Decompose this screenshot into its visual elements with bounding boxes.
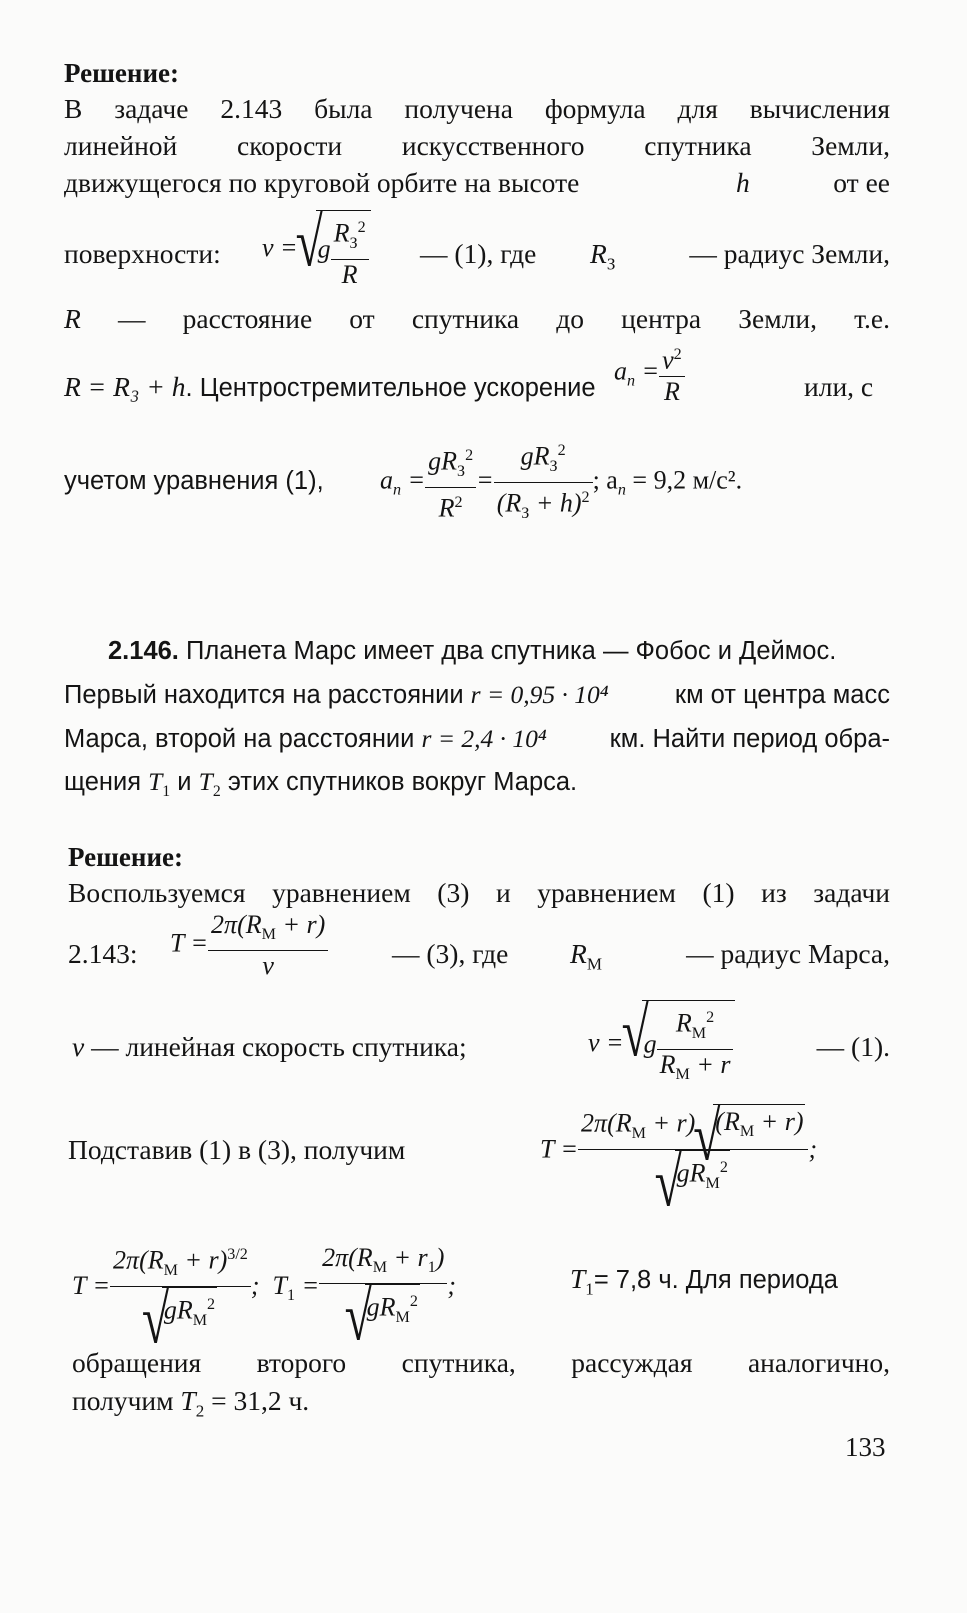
text-fragment: Планета Марс имеет два спутника — Фобос и Деймос. [186, 637, 837, 665]
variable-T1: $Т_1$ [570, 1263, 594, 1299]
text-fragment: или, с [804, 371, 874, 402]
formula-velocity-mars: v =√ g $\frac{R_M^2}{R_M + r}$ [588, 1000, 735, 1090]
text-fragment: получим [72, 1385, 174, 1416]
variable-T1: $T_1$ [148, 767, 171, 801]
text-line [64, 166, 890, 200]
formula-r2: r = 2,4 · 10⁴ [421, 724, 547, 753]
formula-RM: $R_M$ [570, 938, 602, 974]
text-line [72, 1030, 890, 1064]
text-fragment: ; a [592, 465, 618, 495]
formula-period-def: T = $\frac{2\pi(R_M + r)}{v}$ [170, 910, 328, 981]
variable-R: R [64, 303, 81, 334]
formula-period-final: T = $2\pi(R_M + r)^{3/2}$ √ $gR_M^2$ ; $T_1$ = $2\pi(R_M + r_1)$ √ $gR_M^2$ ; [72, 1240, 456, 1336]
symbol: Т [570, 1263, 586, 1294]
text-fragment: от ее [833, 167, 890, 198]
variable-T2: $T_2$ [180, 1385, 205, 1421]
text-fragment: км. Найти период обра- [609, 725, 890, 753]
result-T2: = 31,2 ч. [204, 1385, 310, 1416]
problem-line [64, 722, 890, 756]
text-fragment: и [177, 768, 192, 796]
formula-period-sub: T = $2\pi(R_M + r)√$ $(R_M + r)$ √ $gR_M^2$ ; [540, 1104, 817, 1199]
solution-heading-2: Решение: [68, 842, 183, 872]
formula-R-sum: R = R₃ + h [64, 371, 186, 402]
text-fragment: движущегося по круговой орбите на высоте [64, 167, 580, 198]
page-number: 133 [845, 1432, 886, 1462]
result-T1: = 7,8 ч. Для периода [593, 1266, 838, 1294]
solution-heading-1: Решение: [64, 58, 179, 88]
formula-R3: $R_З$ [590, 238, 616, 274]
text-line [64, 370, 890, 405]
text-fragment: — (1), где [420, 238, 537, 269]
text-fragment: — (3), где [392, 938, 509, 969]
variable-v: v [72, 1031, 85, 1062]
text-fragment: — расстояние от спутника до центра Земли, т.е. [117, 303, 891, 334]
text-line: Воспользуемся уравнением (3) и уравнением (1) из задачи [68, 877, 890, 908]
text-fragment: км от центра масс [674, 681, 890, 709]
text-fragment: учетом уравнения (1), [64, 467, 324, 495]
text-line [72, 1384, 890, 1429]
result-acceleration: = 9,2 м/с². [625, 465, 743, 495]
problem-line [64, 678, 890, 712]
text-fragment: — радиус Марса, [686, 938, 890, 969]
text-fragment: Первый находится на расстоянии [64, 681, 464, 709]
text-fragment: поверхности: [64, 238, 221, 269]
text-fragment: Марса, второй на расстоянии [64, 725, 415, 753]
text-fragment: Подставив (1) в (3), получим [68, 1134, 406, 1165]
text-line [570, 1262, 890, 1307]
text-fragment: — линейная скорость спутника; [91, 1031, 467, 1062]
text-line: обращения второго спутника, рассуждая аналогично, [72, 1347, 890, 1378]
variable-T2: $T_2$ [198, 767, 221, 801]
text-fragment: — (1). [816, 1031, 890, 1062]
formula-acceleration: $a_n$ = $\frac{gR_З^2}{R^2}$ = $\frac{gR_З^2}{(R_З + h)^2}$ ; $a_n = 9,2$ м/с². [380, 436, 742, 529]
text-fragment: — радиус Земли, [689, 238, 890, 269]
problem-line [108, 634, 890, 668]
variable-h: h [736, 167, 750, 198]
text-fragment: 2.143: [68, 938, 138, 969]
text-fragment: щения [64, 768, 142, 796]
text-line: В задаче 2.143 была получена формула для вычисления [64, 93, 890, 124]
problem-number: 2.146. [108, 637, 179, 665]
formula-velocity: v =√ g $\frac{R_З^2}{R}$ [262, 210, 371, 290]
text-fragment: . Центростремительное ускорение [185, 374, 596, 402]
text-line [64, 302, 890, 336]
formula-r1: r = 0,95 · 10⁴ [470, 680, 609, 709]
text-line: линейной скорости искусственного спутника Земли, [64, 130, 890, 161]
text-fragment: этих спутников вокруг Марса. [227, 768, 578, 796]
formula-centripetal: $a_n$ = $\frac{v^2}{R}$ [614, 340, 685, 407]
problem-line [64, 765, 890, 809]
